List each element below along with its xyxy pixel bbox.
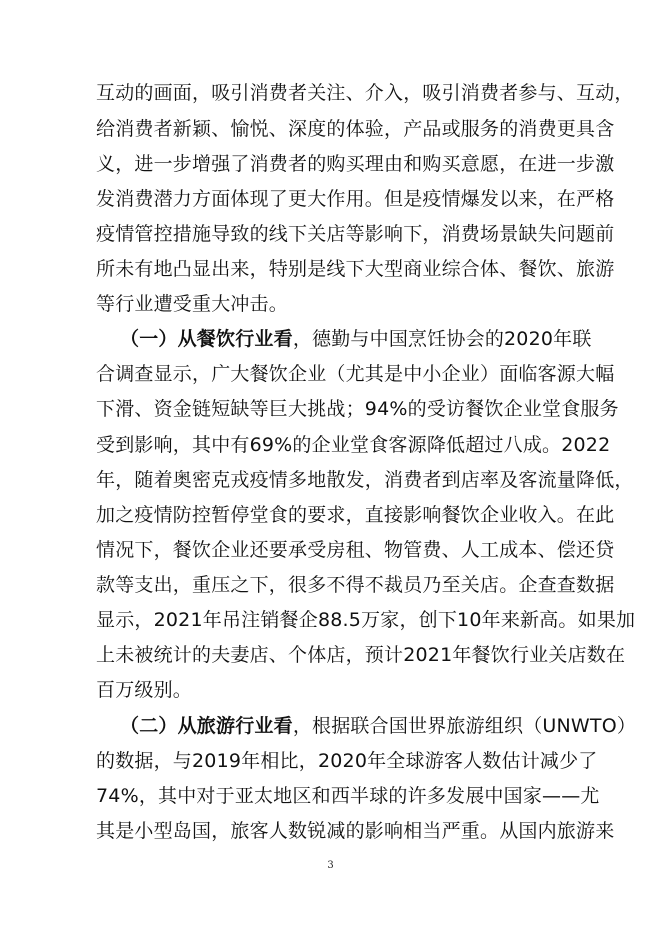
body-text-line: 义，进一步增强了消费者的购买理由和购买意愿，在进一步激	[96, 153, 615, 175]
body-text-line: 合调查显示，广大餐饮企业（尤其是中小企业）面临客源大幅	[96, 363, 615, 385]
body-text-line: 等行业遭受重大冲击。	[96, 293, 289, 315]
body-text-line: 74%，其中对于亚太地区和西半球的许多发展中国家——尤	[96, 785, 600, 807]
body-text-line: 上未被统计的夫妻店、个体店，预计2021年餐饮行业关店数在	[96, 644, 626, 666]
section-heading-catering: （一）从餐饮行业看	[120, 328, 293, 350]
body-text-line: 互动的画面，吸引消费者关注、介入，吸引消费者参与、互动，	[96, 82, 634, 104]
body-text-line: 所未有地凸显出来，特别是线下大型商业综合体、餐饮、旅游	[96, 258, 615, 280]
body-text-line: 情况下，餐饮企业还要承受房租、物管费、人工成本、偿还贷	[96, 539, 615, 561]
body-text-line: 下滑、资金链短缺等巨大挑战；94%的受访餐饮企业堂食服务	[96, 398, 619, 420]
body-text-line: 给消费者新颖、愉悦、深度的体验，产品或服务的消费更具含	[96, 118, 615, 140]
body-text-line: 百万级别。	[96, 679, 193, 701]
body-text-line: 疫情管控措施导致的线下关店等影响下，消费场景缺失问题前	[96, 223, 615, 245]
section-heading-tourism: （二）从旅游行业看	[120, 715, 293, 737]
body-text-span: ，德勤与中国烹饪协会的2020年联	[292, 328, 592, 350]
body-text-line: 加之疫情防控暂停堂食的要求，直接影响餐饮企业收入。在此	[96, 504, 615, 526]
body-text-line: 的数据，与2019年相比，2020年全球游客人数估计减少了	[96, 750, 598, 772]
body-text-line: 显示，2021年吊注销餐企88.5万家，创下10年来新高。如果加	[96, 609, 636, 631]
paragraph-tourism-first-line	[120, 711, 637, 741]
body-text-line: 款等支出，重压之下，很多不得不裁员乃至关店。企查查数据	[96, 574, 615, 596]
body-text-span: ，根据联合国世界旅游组织（UNWTO）	[292, 715, 637, 737]
body-text-line: 受到影响，其中有69%的企业堂食客源降低超过八成。2022	[96, 434, 611, 456]
body-text-line: 年，随着奥密克戎疫情多地散发，消费者到店率及客流量降低，	[96, 469, 634, 491]
body-text-line: 其是小型岛国，旅客人数锐减的影响相当严重。从国内旅游来	[96, 820, 615, 842]
page-number: 3	[327, 860, 334, 871]
body-text-line: 发消费潜力方面体现了更大作用。但是疫情爆发以来，在严格	[96, 188, 615, 210]
paragraph-catering-first-line	[120, 324, 592, 354]
